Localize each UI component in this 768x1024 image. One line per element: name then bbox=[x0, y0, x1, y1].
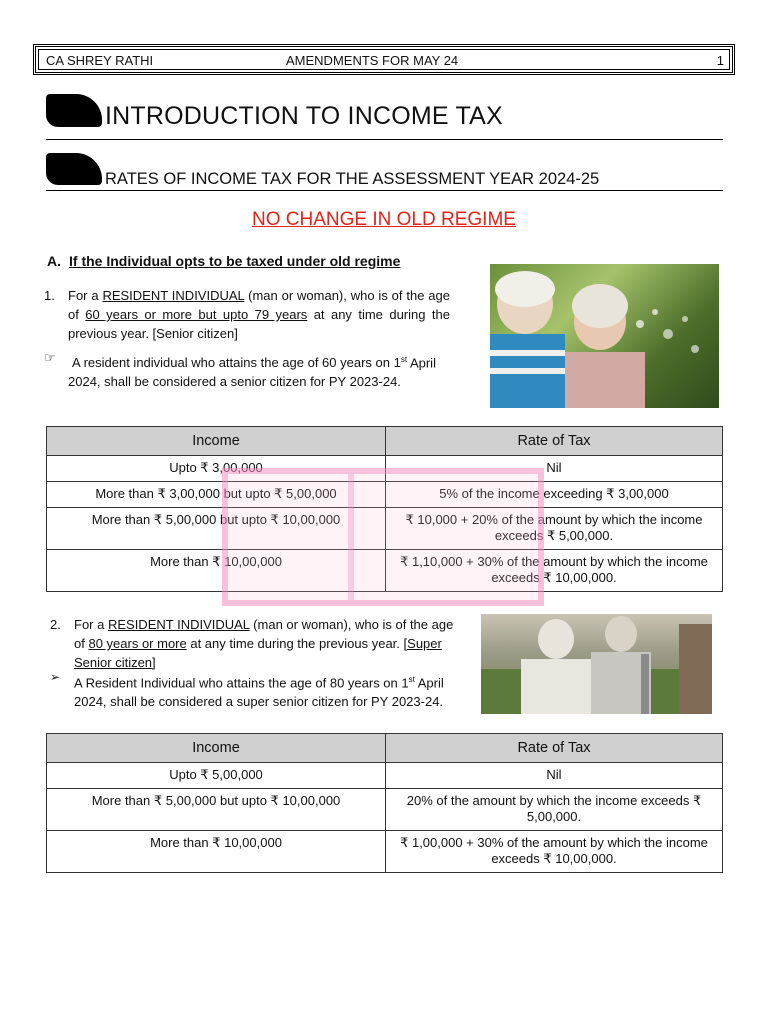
table-row bbox=[47, 831, 723, 873]
rate-cell: 20% of the amount by which the income exceeds ₹ 5,00,000. bbox=[386, 789, 723, 831]
column-header: Income bbox=[47, 427, 386, 456]
income-cell: More than ₹ 5,00,000 but upto ₹ 10,00,000 bbox=[47, 789, 386, 831]
divider bbox=[46, 139, 723, 140]
underlined-text: [Super Senior citizen] bbox=[74, 636, 442, 670]
underlined-text: 60 years or more but upto 79 years bbox=[85, 307, 308, 322]
header-title: AMENDMENTS FOR MAY 24 bbox=[286, 53, 459, 68]
senior-couple-photo bbox=[490, 264, 719, 408]
text: For a bbox=[74, 617, 108, 632]
table-row bbox=[47, 789, 723, 831]
rate-cell: ₹ 1,00,000 + 30% of the amount by which the income exceeds ₹ 10,00,000. bbox=[386, 831, 723, 873]
item-1-note bbox=[68, 350, 458, 391]
income-cell: More than ₹ 3,00,000 but upto ₹ 5,00,000 bbox=[47, 482, 386, 508]
income-cell: More than ₹ 10,00,000 bbox=[47, 831, 386, 873]
superscript: st bbox=[400, 355, 408, 364]
item-2-text bbox=[74, 615, 459, 672]
item-number: 1. bbox=[44, 288, 55, 303]
underlined-text: RESIDENT INDIVIDUAL bbox=[107, 617, 250, 632]
column-header: Income bbox=[47, 734, 386, 763]
part-title: If the Individual opts to be taxed under old regime bbox=[69, 253, 401, 269]
section-title: RATES OF INCOME TAX FOR THE ASSESSMENT YEAR 2024-25 bbox=[105, 170, 600, 188]
income-cell: More than ₹ 5,00,000 but upto ₹ 10,00,000 bbox=[47, 508, 386, 550]
text: April 2024, shall be considered a senior citizen for PY 2023-24. bbox=[68, 355, 436, 390]
arrow-bullet-icon: ➢ bbox=[50, 670, 61, 684]
page-number: 1 bbox=[716, 53, 724, 68]
item-2-note bbox=[74, 670, 469, 711]
page-header bbox=[33, 44, 735, 75]
column-header: Rate of Tax bbox=[386, 427, 723, 456]
pointing-hand-icon: ☞ bbox=[44, 350, 56, 365]
underlined-text: RESIDENT INDIVIDUAL bbox=[102, 288, 245, 303]
text: April 2024, shall be considered a super senior citizen for PY 2023-24. bbox=[74, 675, 444, 710]
divider bbox=[46, 190, 723, 191]
table-row bbox=[47, 763, 723, 789]
table-row bbox=[47, 550, 723, 592]
rate-cell: ₹ 1,10,000 + 30% of the amount by which the income exceeds ₹ 10,00,000. bbox=[386, 550, 723, 592]
superscript: st bbox=[408, 675, 415, 684]
table-row bbox=[47, 482, 723, 508]
header-author: CA SHREY RATHI bbox=[46, 53, 154, 68]
rate-cell: Nil bbox=[386, 763, 723, 789]
rate-cell: Nil bbox=[386, 456, 723, 482]
tax-rate-table-senior bbox=[46, 426, 723, 592]
item-1-text bbox=[68, 286, 450, 343]
rate-cell: ₹ 10,000 + 20% of the amount by which the income exceeds ₹ 5,00,000. bbox=[386, 508, 723, 550]
table-row bbox=[47, 456, 723, 482]
text: at any time during the previous year. bbox=[186, 636, 404, 651]
income-cell: Upto ₹ 3,00,000 bbox=[47, 456, 386, 482]
text: at any time during the previous year. [Senior citizen] bbox=[68, 307, 450, 341]
text: For a bbox=[68, 288, 103, 303]
super-senior-photo bbox=[481, 614, 712, 714]
income-cell: Upto ₹ 5,00,000 bbox=[47, 763, 386, 789]
part-letter: A. bbox=[47, 253, 61, 269]
item-number: 2. bbox=[50, 617, 61, 632]
tax-rate-table-super-senior bbox=[46, 733, 723, 873]
part-a-heading bbox=[47, 253, 400, 269]
text: (man or woman), who is of the age of bbox=[68, 288, 450, 322]
rate-cell: 5% of the income exceeding ₹ 3,00,000 bbox=[386, 482, 723, 508]
red-heading: NO CHANGE IN OLD REGIME bbox=[252, 209, 516, 230]
heading-marker-icon bbox=[46, 94, 102, 127]
chapter-title: INTRODUCTION TO INCOME TAX bbox=[105, 102, 503, 130]
text: (man or woman), who is of the age of bbox=[74, 617, 454, 651]
text: A Resident Individual who attains the age of 80 years on 1 bbox=[74, 675, 409, 691]
text: A resident individual who attains the age of 60 years on 1 bbox=[72, 355, 401, 371]
income-cell: More than ₹ 10,00,000 bbox=[47, 550, 386, 592]
column-header: Rate of Tax bbox=[386, 734, 723, 763]
heading-marker-icon bbox=[46, 153, 102, 185]
table-row bbox=[47, 508, 723, 550]
underlined-text: 80 years or more bbox=[88, 636, 187, 651]
